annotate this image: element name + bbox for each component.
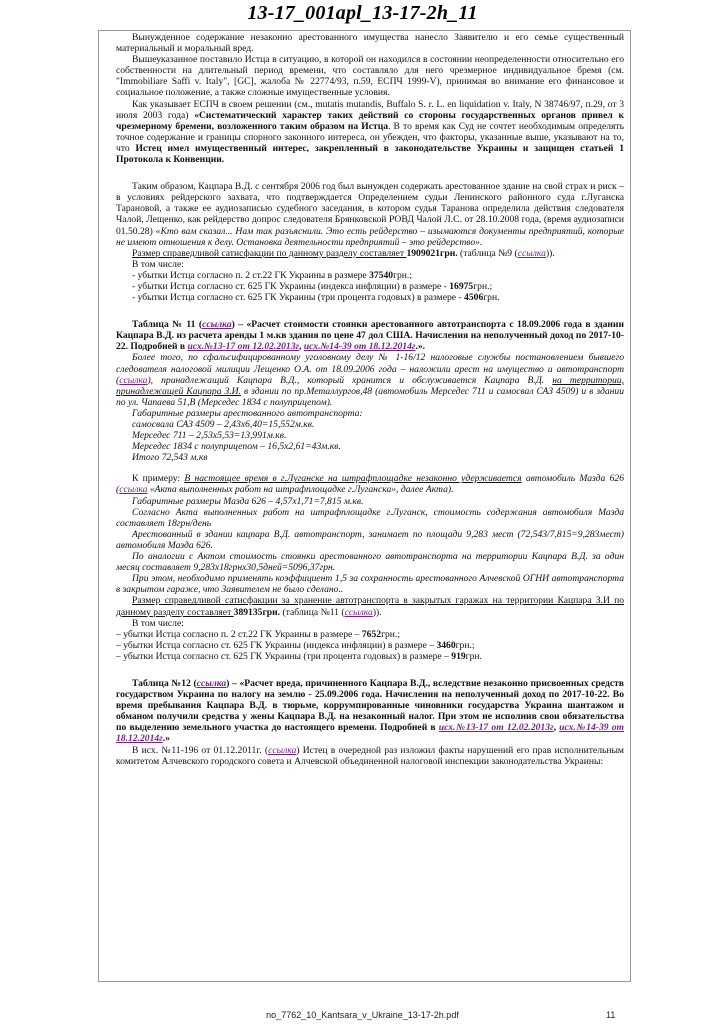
outgoing-text: В исх. №11-196 от 01.12.2011г. (	[132, 744, 269, 756]
list-2-item-2	[116, 640, 624, 651]
link-ref-14-39-b[interactable]: исх.№14-39 от 18.12.2014г	[116, 722, 625, 745]
echr-text: Как указывает ЕСПЧ в своем решении (см., mutatis mutandis, Buffalo S. r. L. en liquidation v. Italy, N 38746/97, п.29, от 3 июля 2003 года)	[116, 98, 624, 121]
raid-text: Таким образом, Кацпара В.Д. с сентября 2006 год был вынужден содержать арестованное здание на свой страх и риск – в условиях рейдерского захвата, что подтверждается Определением судьи Ленинского районного суда г.Луганска Тарановой, а также ее аудиозаписью судебного заседания, в котором судья Таранова определила действия следователя Чалой, Лещенко, как рейдерство допрос следователя Брянковской РОВД Чалой Л.С. от 28.10.2008 года, (время аудиозаписи 01.50.28)	[116, 181, 624, 237]
footer-filename: no_7762_10_Kantsara_v_Ukraine_13-17-2h.pdf	[266, 1010, 459, 1020]
dims-total: Итого 72,543 м.кв	[132, 452, 208, 464]
document-body	[116, 32, 624, 767]
table-12-label: Таблица №12 (	[132, 677, 197, 689]
arrest-territory: на территории, принадлежащей Кацпара З.И.	[116, 374, 624, 397]
list-2-item-2-text: – убытки Истца согласно ст. 625 ГК Украины (индекса инфляции) в размере –	[116, 639, 437, 651]
list-1-item-1-amount: 37540	[369, 269, 394, 281]
paragraph-example	[116, 473, 624, 495]
echr-quote-bold: «Систематический характер таких действий со стороны государственных органов привел к чрезмерному бремени, возложенного таким образом на Истца	[116, 109, 625, 132]
link-ref-14-39[interactable]: исх.№14-39 от 18.12.2014г	[303, 341, 416, 353]
dims-title: Габаритные размеры арестованного автотранспорта:	[132, 407, 363, 419]
link-table-9[interactable]: ссылка	[517, 247, 546, 259]
paragraph-satisfaction-2	[116, 595, 624, 617]
outgoing-text-2: ) Истец в очередной раз изложил факты нарушений его прав исполнительным комитетом Алчевского городского совета и Алчевской объединенной налоговой инспекции законодательства Украины:	[116, 744, 625, 767]
link-ref-13-17-b[interactable]: исх.№13-17 от 12.02.2013г	[438, 722, 554, 734]
table-12-heading	[116, 678, 624, 745]
table-11-sep: ,	[299, 341, 304, 353]
link-act[interactable]: ссылка	[119, 484, 148, 496]
list-2-item-1-text: – убытки Истца согласно п. 2 ст.22 ГК Украины в размере –	[116, 628, 362, 640]
paragraph-mazda-dims: Габаритные размеры Мазда 626 – 4,57х1,71=7,815 м.кв.	[132, 495, 364, 507]
table-11-label: Таблица № 11 (	[132, 319, 203, 331]
list-2-item-3-amount: 919	[451, 650, 466, 662]
example-act: «Акта выполненных работ на штрафплощадке г.Луганска», далее Акта).	[147, 484, 454, 496]
table-12-description: ) – «Расчет вреда, причиненного Кацпара В.Д., вследствие незаконно присвоенных средств государством Украина по налогу на землю - 25.09.2006 года. Начисления на неполученный доход по 2017-10-22. Во время пребывания Кацпара В.Д. в тюрьме, коррумпированные чиновники государства Украина шантажом и обманом получили средства у жены Кацпара В.Д. на незаконный налог. При этом не исполнив свои обязательства по выделению земельного участка до настоящего времени. Подробней в	[116, 677, 624, 734]
paragraph-monthly-cost: По аналогии с Актом стоимость стоянки арестованного автотранспорта на территории Кацпара В.Д. за один месяц составляет 9,283х18грнх30,5дней=5096,37грн.	[116, 551, 624, 574]
dims-line-1: самосвала САЗ 4509 – 2,43х6,40=15,552м.кв.	[132, 419, 315, 430]
example-lead: К примеру:	[132, 473, 185, 485]
list-2-item-3	[116, 651, 624, 662]
list-1-item-2-amount: 16975	[449, 280, 474, 292]
example-underlined: В настоящее время в г.Луганске на штрафплощадке незаконно удерживается	[184, 473, 522, 485]
satisfaction-1-close: )).	[545, 247, 555, 259]
table-12-close: .»	[162, 733, 170, 745]
arrest-text: Более того, по сфальсифицированному уголовному делу № 1-16/12 налоговые службы постановлением бывшего следователя налоговой милиции Лещенко О.А. от 18.09.2006 года – наложили арест на имущество и автотранспорт (	[116, 352, 624, 386]
table-11-description: ) – «Расчет стоимости стоянки арестованного автотранспорта с 18.09.2006 года в здании Кацпара В.Д. из расчета аренды 1 м.кв здания по цене 47 дол США. Начисления на неполученный доход по 2017-10-22. Подробней в	[116, 319, 624, 353]
satisfaction-2-text: Размер справедливой сатисфакции за хранение автотранспорта в закрытых гаражах на территории Кацпара З.И по данному разделу составляет	[116, 595, 624, 618]
table-11-heading	[116, 319, 624, 352]
arrest-text-3: в здании по пр.Металлургов,48 (автомобиль Мерседес 711 и самосвал САЗ 4509) и в здании по ул. Чапаева 51,В (Мерседес 1834 с полуприцепом).	[116, 385, 625, 408]
list-1-item-2: - убытки Истца согласно ст. 625 ГК Украины (индекса инфляции) в размере - 16975грн.;	[132, 280, 493, 292]
list-2-item-3-unit: грн.	[465, 650, 482, 662]
list-1-item-2-unit: грн.;	[473, 280, 493, 292]
list-2-item-1	[116, 629, 624, 640]
list-1-item-2-text: убытки Истца согласно ст. 625 ГК Украины (индекса инфляции) в размере -	[137, 280, 450, 292]
link-table-11[interactable]: ссылка	[202, 319, 232, 331]
paragraph-act-cost: Согласно Акта выполненных работ на штрафплощадке г.Луганск, стоимость содержания автомобиля Мазда составляет 18грн/день	[116, 506, 624, 529]
link-ref-13-17[interactable]: исх.№13-17 от 12.02.2013г	[187, 341, 300, 353]
satisfaction-1-ref: (таблица №9 (	[457, 247, 518, 259]
satisfaction-2-ref: (таблица №11 (	[280, 606, 345, 618]
list-1-intro: В том числе:	[132, 258, 184, 270]
paragraph-arrest	[116, 352, 624, 407]
list-1-item-1-text: убытки Истца согласно п. 2 ст.22 ГК Украины в размере	[137, 269, 370, 281]
dims-line-2: Мерседес 711 – 2,53х5,53=13,991м.кв.	[132, 430, 287, 442]
paragraph-echr	[116, 99, 624, 166]
echr-text-continued: . В то время как Суд не сочтет необходимым определять точное содержание и границы спорного законного интереса, он убежден, что факторы, указанные выше, указывают на то, что	[116, 120, 624, 154]
list-1-item-1: - убытки Истца согласно п. 2 ст.22 ГК Украины в размере 37540грн.;	[132, 269, 412, 281]
satisfaction-2-amount: 389135грн.	[233, 606, 281, 618]
link-outgoing[interactable]: ссылка	[268, 744, 297, 756]
satisfaction-2-close: )).	[372, 606, 382, 618]
link-arrest[interactable]: ссылка	[119, 374, 148, 386]
link-table-11b[interactable]: ссылка	[344, 606, 373, 618]
list-1-item-3: - убытки Истца согласно ст. 625 ГК Украины (три процента годовых) в размере - 4506грн.	[132, 292, 500, 304]
satisfaction-1-text: Размер справедливой сатисфакции по данному разделу составляет	[132, 247, 407, 259]
paragraph-outgoing	[116, 745, 624, 767]
raid-quote: «Кто вам сказал... Нам так разъяснили. Это есть рейдерство – изымаются документы предприятий, которые не имеют отношения к делу. Остановка деятельности предприятий – это рейдерство».	[116, 225, 625, 248]
table-11-close: .».	[415, 341, 426, 353]
paragraph-raid	[116, 181, 624, 248]
paragraph-damage: Вынужденное содержание незаконно арестованного имущества нанесло Заявителю и его семье существенный материальный и моральный вред.	[116, 32, 624, 55]
list-2-item-2-unit: грн.;	[455, 639, 475, 651]
arrest-text-2: ), принадлежащий Кацпара В.Д., который хранится и обслуживается Кацпара В.Д.	[147, 374, 553, 386]
list-1-item-1-unit: грн.;	[393, 269, 412, 281]
paragraph-area: Арестованный в здании кацпара В.Д. автотранспорт, занимает по площади 9,283 мест (72,543/7,815=9,283мест) автомобиля Мазда 626.	[116, 528, 624, 551]
list-2-intro: В том числе:	[132, 617, 184, 629]
list-1-item-3-text: убытки Истца согласно ст. 625 ГК Украины (три процента годовых) в размере -	[137, 292, 465, 304]
list-1-item-3-unit: грн.	[483, 292, 500, 304]
link-table-12[interactable]: ссылка	[196, 677, 227, 689]
table-12-sep: ,	[553, 722, 560, 734]
document-header-title: 13-17_001apl_13-17-2h_11	[247, 2, 478, 24]
example-car: автомобиль Мазда 626 (	[116, 473, 624, 496]
echr-conclusion-bold: Истец имел имущественный интерес, закрепленный в законодательстве Украины и защищен статьей 1 Протокола к Конвенции.	[116, 142, 624, 166]
paragraph-coefficient: При этом, необходимо применять коэффициент 1,5 за сохранность арестованного Алчевской ОГНИ автотранспорта в закрытом гараже, что Заявителем не было сделано..	[116, 573, 624, 596]
list-1-item-3-amount: 4506	[464, 292, 484, 304]
list-2-item-3-text: – убытки Истца согласно ст. 625 ГК Украины (три процента годовых) в размере –	[116, 650, 452, 662]
footer-page-number: 11	[606, 1010, 616, 1020]
dims-line-3: Мерседес 1834 с полуприцепом – 16,5х2,61=43м.кв.	[132, 441, 341, 453]
satisfaction-1-amount: 1909021грн.	[406, 247, 458, 259]
list-2-item-1-amount: 7652	[361, 628, 382, 640]
paragraph-burden: Вышеуказанное поставило Истца в ситуацию, в которой он находился в состоянии неопределенности относительно его собственности на длительный период времени, что составляло для него чрезмерное индивидуальное бремя (см. "Immobiliare Saffi v. Italy", [GC], жалоба № 22774/93, п.59, ЕСПЧ 1999-V), принимая во внимание его финансовое и социальное положение, а также сложные имущественные условия.	[116, 54, 624, 99]
list-2-item-1-unit: грн.;	[381, 628, 400, 640]
paragraph-satisfaction-1	[116, 248, 624, 259]
list-2-item-2-amount: 3460	[436, 639, 456, 651]
